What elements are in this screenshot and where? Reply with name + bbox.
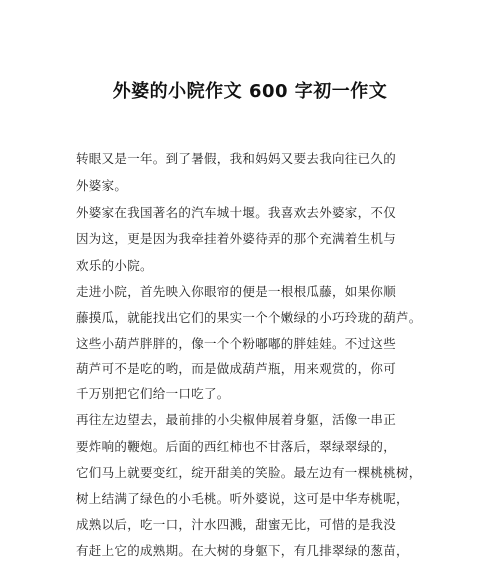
body-text-line: 外婆家在我国著名的汽车城十堰。我喜欢去外婆家，不仅 — [76, 205, 397, 220]
body-text-line: 因为这，更是因为我牵挂着外婆待弄的那个充满着生机与 — [76, 231, 397, 246]
body-text-line: 树上结满了绿色的小毛桃。听外婆说，这可是中华寿桃呢， — [76, 491, 409, 506]
body-text-line: 千万别把它们给一口吃了。 — [76, 386, 230, 401]
body-text-line: 要炸响的鞭炮。后面的西红柿也不甘落后，翠绿翠绿的， — [76, 439, 397, 454]
body-text-line: 欢乐的小院。 — [76, 258, 153, 273]
body-text-line: 它们马上就要变红，绽开甜美的笑脸。最左边有一棵桃桃树， — [76, 465, 422, 480]
body-text-line: 藤摸瓜，就能找出它们的果实一个个嫩绿的小巧玲珑的葫芦。 — [76, 310, 422, 325]
body-text-line: 转眼又是一年。到了暑假，我和妈妈又要去我向往已久的 — [76, 151, 397, 166]
document-title: 外婆的小院作文 600 字初一作文 — [112, 81, 388, 102]
body-text-line: 成熟以后，吃一口，汁水四溅，甜蜜无比，可惜的是我没 — [76, 517, 397, 532]
body-text-line: 葫芦可不是吃的哟，而是做成葫芦瓶，用来观赏的，你可 — [76, 361, 397, 376]
body-text-line: 外婆家。 — [76, 178, 128, 193]
body-text-line: 这些小葫芦胖胖的，像一个个粉嘟嘟的胖娃娃。不过这些 — [76, 336, 397, 351]
body-text-line: 再往左边望去，最前排的小尖椒伸展着身躯，活像一串正 — [76, 412, 397, 427]
body-text-line: 走进小院，首先映入你眼帘的便是一根根瓜藤，如果你顺 — [76, 284, 397, 299]
body-text-line: 有赶上它的成熟期。在大树的身躯下，有几排翠绿的葱苗， — [76, 543, 409, 558]
